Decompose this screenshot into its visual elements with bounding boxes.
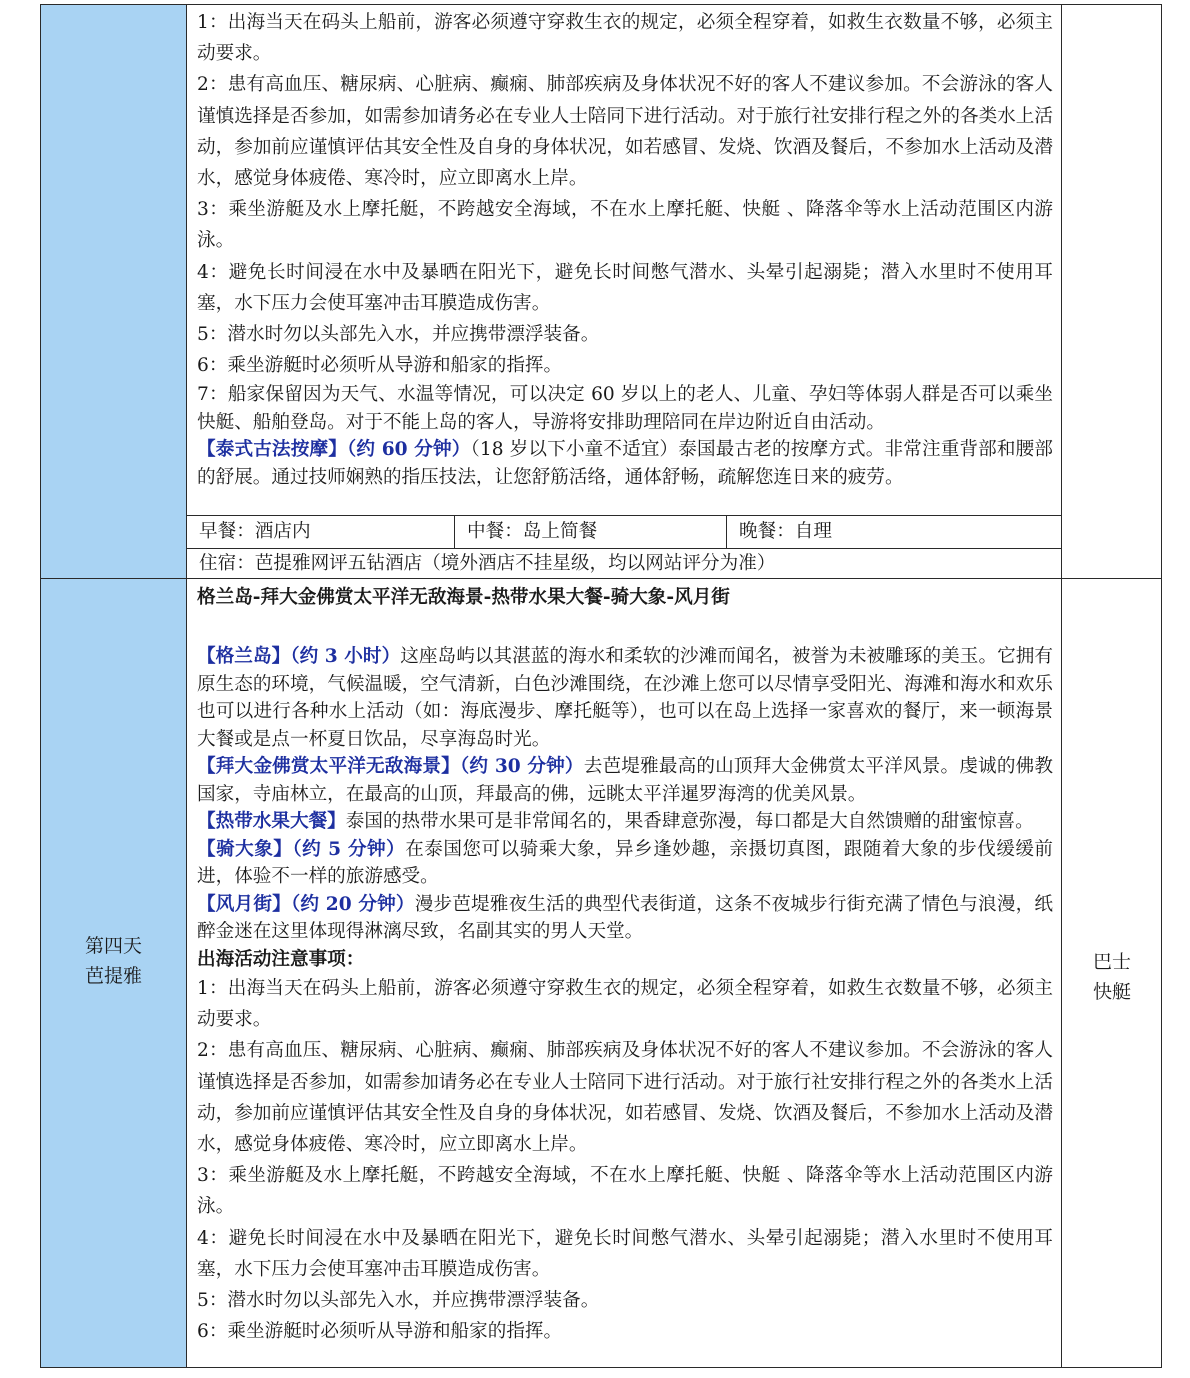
day4-body bbox=[187, 579, 1061, 1347]
lunch-cell: 中餐：岛上简餐 bbox=[455, 516, 727, 548]
transport-label bbox=[1062, 947, 1162, 1007]
attraction-text: 漫步芭堤雅夜生活的典型代表街道，这条不夜城步行街充满了情色与浪漫，纸醉金迷在这里体现得淋漓尽致，名副其实的男人天堂。 bbox=[197, 893, 1053, 942]
day3-content-cell bbox=[187, 5, 1061, 578]
day4-title: 格兰岛-拜大金佛赏太平洋无敌海景-热带水果大餐-骑大象-风月街 bbox=[197, 587, 730, 608]
meals-row bbox=[187, 515, 1061, 549]
safety-item: 7：船家保留因为天气、水温等情况，可以决定 60 岁以上的老人、儿童、孕妇等体弱人群是否可以乘坐快艇、船舶登岛。对于不能上岛的客人，导游将安排助理陪同在岸边附近自由活动。 bbox=[197, 384, 1054, 433]
safety-item: 1：出海当天在码头上船前，游客必须遵守穿救生衣的规定，必须全程穿着，如救生衣数量不够，必须主动要求。 bbox=[197, 12, 1053, 65]
day4-content-cell bbox=[187, 579, 1061, 1367]
itinerary-table bbox=[40, 4, 1162, 1368]
breakfast-cell: 早餐：酒店内 bbox=[187, 516, 455, 548]
day3-day-cell bbox=[41, 5, 187, 578]
massage-paragraph bbox=[197, 436, 1053, 491]
attraction-heading: 【格兰岛】（约 3 小时） bbox=[197, 646, 401, 667]
attraction-heading: 【拜大金佛赏太平洋无敌海景】（约 30 分钟） bbox=[197, 756, 584, 777]
safety-item: 6：乘坐游艇时必须听从导游和船家的指挥。 bbox=[197, 1321, 563, 1343]
day4-row bbox=[41, 579, 1161, 1367]
safety-item: 5：潜水时勿以头部先入水，并应携带漂浮装备。 bbox=[197, 324, 600, 346]
attraction-item bbox=[197, 836, 1053, 891]
dinner-cell: 晚餐：自理 bbox=[739, 521, 832, 542]
safety-item: 4：避免长时间浸在水中及暴晒在阳光下，避免长时间憋气潜水、头晕引起溺毙；潜入水里时不使用耳塞，水下压力会使耳塞冲击耳膜造成伤害。 bbox=[197, 1227, 1053, 1280]
day3-transport-cell bbox=[1061, 5, 1162, 578]
attraction-list bbox=[197, 643, 1053, 973]
transport-bus: 巴士 bbox=[1092, 951, 1131, 973]
safety-item: 6：乘坐游艇时必须听从导游和船家的指挥。 bbox=[197, 355, 563, 377]
day3-safety-list bbox=[187, 5, 1061, 491]
day4-transport-cell bbox=[1061, 579, 1162, 1367]
city-name: 芭提雅 bbox=[84, 965, 142, 987]
safety-item: 3：乘坐游艇及水上摩托艇，不跨越安全海域，不在水上摩托艇、快艇 、降落伞等水上活动范围区内游泳。 bbox=[197, 199, 1053, 252]
massage-heading: 【泰式古法按摩】（约 60 分钟） bbox=[197, 439, 471, 461]
day4-label bbox=[41, 931, 186, 991]
safety-item: 5：潜水时勿以头部先入水，并应携带漂浮装备。 bbox=[197, 1290, 600, 1312]
attraction-item bbox=[197, 643, 1053, 753]
transport-speedboat: 快艇 bbox=[1092, 981, 1131, 1003]
attraction-heading: 【风月街】（约 20 分钟） bbox=[197, 893, 415, 915]
day-number: 第四天 bbox=[84, 935, 142, 957]
attraction-text: 在泰国您可以骑乘大象，异乡逢妙趣，亲摄切真图，跟随着大象的步伐缓缓前进，体验不一样的旅游感受。 bbox=[197, 838, 1053, 887]
hotel-cell: 住宿：芭提雅网评五钻酒店（境外酒店不挂星级，均以网站评分为准） bbox=[199, 553, 776, 574]
attraction-text: 去芭堤雅最高的山顶拜大金佛赏太平洋风景。虔诚的佛教国家，寺庙林立，在最高的山顶，拜最高的佛，远眺太平洋暹罗海湾的优美风景。 bbox=[197, 756, 1053, 805]
safety-item: 2：患有高血压、糖尿病、心脏病、癫痫、肺部疾病及身体状况不好的客人不建议参加。不会游泳的客人谨慎选择是否参加，如需参加请务必在专业人士陪同下进行活动。对于旅行社安排行程之外的各类水上活动，参加前应谨慎评估其安全性及自身的身体状况，如若感冒、发烧、饮酒及餐后，不参加水上活动及潜水，感觉身体疲倦、寒冷时，应立即离水上岸。 bbox=[197, 1040, 1053, 1156]
attraction-heading: 【骑大象】（约 5 分钟） bbox=[197, 838, 406, 860]
day3-tail bbox=[197, 381, 1053, 491]
attraction-heading: 【热带水果大餐】 bbox=[197, 811, 346, 832]
day3-row bbox=[41, 5, 1161, 579]
attraction-text: 这座岛屿以其湛蓝的海水和柔软的沙滩而闻名，被誉为未被雕琢的美玉。它拥有原生态的环境，气候温暖，空气清新，白色沙滩围绕，在沙滩上您可以尽情享受阳光、海滩和海水和欢乐也可以进行各种水上活动（如：海底漫步、摩托艇等），也可以在岛上选择一家喜欢的餐厅，来一顿海景大餐或是点一杯夏日饮品，尽享海岛时光。 bbox=[197, 646, 1053, 750]
attraction-item bbox=[197, 808, 1053, 836]
massage-text: （18 岁以下小童不适宜）泰国最古老的按摩方式。非常注重背部和腰部的舒展。通过技师娴熟的指压技法，让您舒筋活络，通体舒畅，疏解您连日来的疲劳。 bbox=[197, 439, 1053, 488]
safety-item: 1：出海当天在码头上船前，游客必须遵守穿救生衣的规定，必须全程穿着，如救生衣数量不够，必须主动要求。 bbox=[197, 978, 1053, 1031]
attraction-item bbox=[197, 891, 1053, 946]
day4-safety-list bbox=[197, 973, 1053, 1347]
attraction-item bbox=[197, 753, 1053, 808]
safety-item: 4：避免长时间浸在水中及暴晒在阳光下，避免长时间憋气潜水、头晕引起溺毙；潜入水里时不使用耳塞，水下压力会使耳塞冲击耳膜造成伤害。 bbox=[197, 261, 1053, 314]
safety-title: 出海活动注意事项： bbox=[197, 948, 365, 970]
safety-item: 3：乘坐游艇及水上摩托艇，不跨越安全海域，不在水上摩托艇、快艇 、降落伞等水上活动范围区内游泳。 bbox=[197, 1165, 1053, 1218]
safety-item: 2：患有高血压、糖尿病、心脏病、癫痫、肺部疾病及身体状况不好的客人不建议参加。不会游泳的客人谨慎选择是否参加，如需参加请务必在专业人士陪同下进行活动。对于旅行社安排行程之外的各类水上活动，参加前应谨慎评估其安全性及自身的身体状况，如若感冒、发烧、饮酒及餐后，不参加水上活动及潜水，感觉身体疲倦、寒冷时，应立即离水上岸。 bbox=[197, 74, 1053, 190]
day4-day-cell bbox=[41, 579, 187, 1367]
attraction-text: 泰国的热带水果可是非常闻名的，果香肆意弥漫，每口都是大自然馈赠的甜蜜惊喜。 bbox=[345, 811, 1034, 832]
